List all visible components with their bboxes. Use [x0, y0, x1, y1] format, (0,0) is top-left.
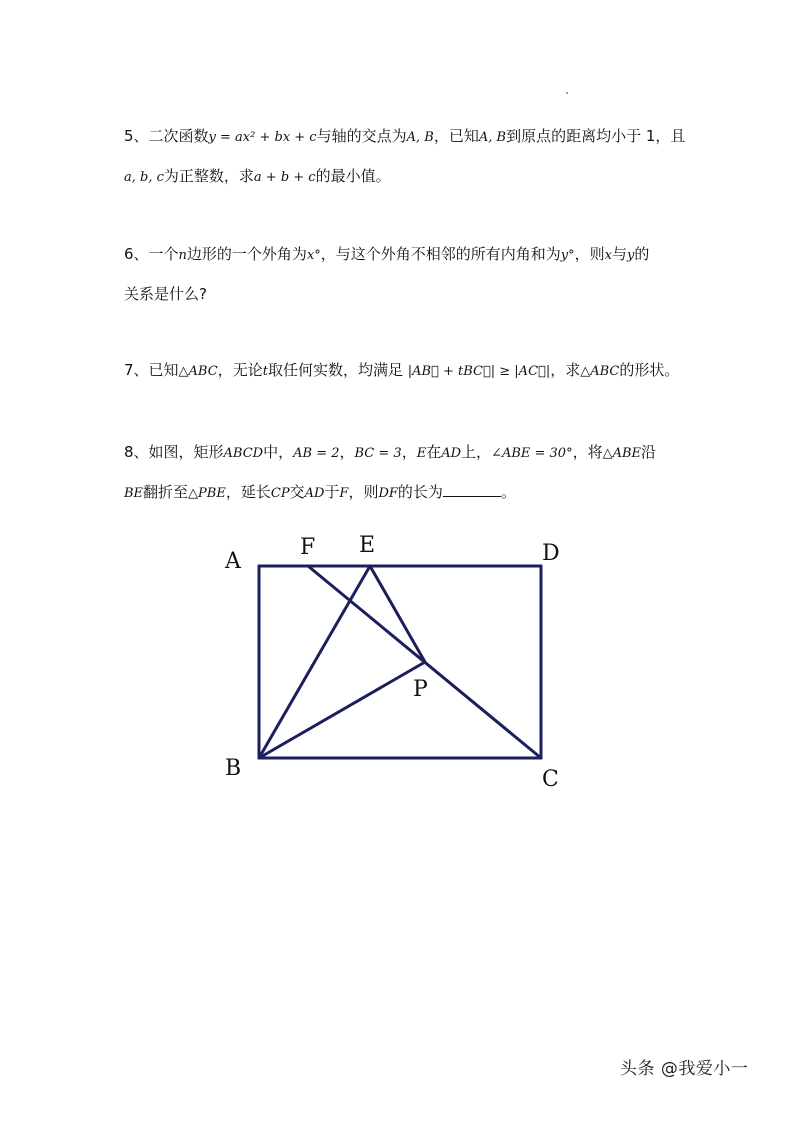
text: ，	[401, 443, 417, 461]
math: E	[416, 446, 427, 461]
math: x	[604, 248, 613, 263]
text: 到原点的距离均小于 1，且	[506, 127, 686, 145]
problem-8-line-1	[124, 432, 684, 472]
label-C: C	[542, 767, 559, 792]
text: ，无论	[217, 361, 263, 379]
text: 关系是什么?	[124, 285, 207, 303]
math: n	[178, 248, 187, 263]
text: 上，	[461, 443, 492, 461]
text: 5、二次函数	[124, 127, 209, 145]
text: 6、一个	[124, 245, 179, 263]
text: 与轴的交点为	[316, 127, 407, 145]
math: AD	[304, 486, 325, 501]
problem-5	[124, 116, 684, 196]
stray-mark	[566, 92, 568, 94]
math: ABCD	[223, 446, 264, 461]
text: 翻折至	[143, 483, 189, 501]
answer-blank	[443, 482, 501, 497]
text: 的最小值。	[315, 167, 391, 185]
math: BC = 3	[354, 446, 402, 461]
geometry-figure	[220, 530, 580, 800]
text: 边形的一个外角为	[186, 245, 307, 263]
problem-7	[124, 350, 684, 390]
segment-BP	[259, 662, 425, 758]
math: y = ax² + bx + c	[208, 130, 317, 145]
text: 在	[426, 443, 442, 461]
text: 沿	[641, 443, 657, 461]
math: y	[627, 248, 635, 263]
text: ，已知	[433, 127, 479, 145]
label-B: B	[225, 756, 242, 781]
label-P: P	[413, 677, 428, 702]
geometry-figure-svg	[220, 530, 580, 800]
text: 的	[634, 245, 650, 263]
math: AB = 2	[293, 446, 340, 461]
label-E: E	[359, 533, 376, 558]
problem-8-line-2	[124, 472, 684, 512]
label-D: D	[542, 541, 560, 566]
problem-6	[124, 234, 684, 314]
segment-FC	[308, 566, 541, 758]
math: △ABC	[178, 364, 218, 379]
math: △PBE	[188, 486, 226, 501]
text: 与	[612, 245, 628, 263]
text: ，与这个外角不相邻的所有内角和为	[320, 245, 561, 263]
math: |AB⃗ + tBC⃗| ≥ |AC⃗|	[407, 364, 551, 379]
math: AD	[441, 446, 462, 461]
text: ，延长	[225, 483, 271, 501]
text: ，则	[574, 245, 605, 263]
math: F	[339, 486, 349, 501]
math: a + b + c	[253, 170, 316, 185]
math: CP	[270, 486, 290, 501]
text: 取任何实数，均满足	[267, 361, 408, 379]
problem-5-line-1	[124, 116, 684, 156]
text: 为正整数，求	[163, 167, 254, 185]
text: 7、已知	[124, 361, 179, 379]
label-F: F	[300, 535, 316, 560]
math: DF	[378, 486, 398, 501]
problem-5-line-2	[124, 156, 684, 196]
label-A: A	[225, 549, 241, 574]
math: △ABE	[602, 446, 642, 461]
problem-7-line-1	[124, 350, 684, 390]
text: 的长为	[397, 483, 443, 501]
segment-EP	[370, 566, 425, 662]
segment-BE	[259, 566, 370, 758]
text: ，求	[550, 361, 581, 379]
math: A, B	[406, 130, 434, 145]
text: 交	[289, 483, 305, 501]
text: ，	[339, 443, 355, 461]
math: ∠ABE = 30°	[491, 446, 573, 461]
text: 。	[500, 483, 516, 501]
text: 8、如图，矩形	[124, 443, 224, 461]
text: 的形状。	[619, 361, 680, 379]
problem-6-line-1	[124, 234, 684, 274]
math: y°	[560, 248, 575, 263]
math: x°	[306, 248, 321, 263]
watermark: 头条 @我爱小一	[620, 1059, 749, 1079]
problem-6-line-2	[124, 274, 684, 314]
math: A, B	[478, 130, 507, 145]
problem-8	[124, 432, 684, 512]
math: t	[262, 364, 268, 379]
text: ，将	[572, 443, 603, 461]
text: ，则	[348, 483, 379, 501]
math: a, b, c	[124, 170, 164, 185]
text: 中，	[263, 443, 294, 461]
math: BE	[124, 486, 144, 501]
math: △ABC	[580, 364, 620, 379]
text: 于	[324, 483, 340, 501]
